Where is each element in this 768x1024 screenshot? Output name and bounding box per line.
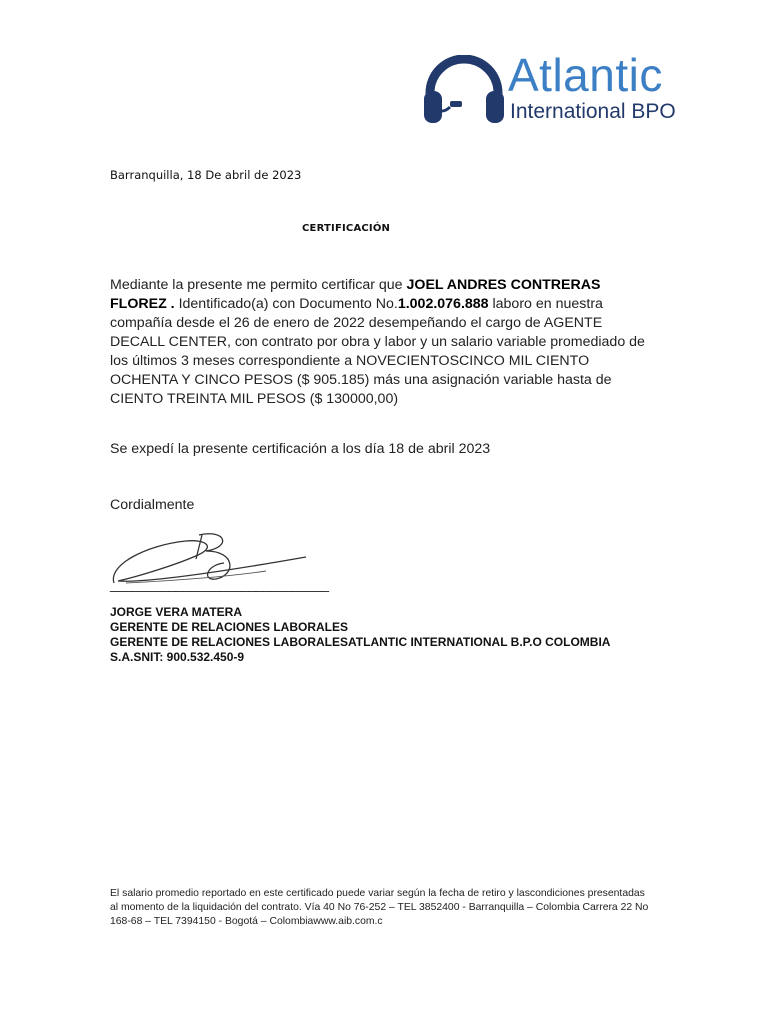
logo-word-atlantic: Atlantic	[508, 49, 663, 101]
headset-icon	[424, 55, 504, 130]
logo-word-international: International BPO	[510, 100, 676, 123]
body-text-1: Mediante la presente me permito certificar que	[110, 277, 407, 293]
closing-text: Cordialmente	[110, 497, 195, 513]
signer-nit: S.A.SNIT: 900.532.450-9	[110, 650, 245, 664]
signer-role: GERENTE DE RELACIONES LABORALES	[110, 620, 349, 634]
document-number: 1.002.076.888	[397, 296, 489, 312]
signer-name: JORGE VERA MATERA	[110, 605, 243, 619]
body-text-2: Identificado(a) con Documento No.	[174, 296, 398, 312]
issued-line: Se expedí la presente certificación a los día 18 de abril 2023	[110, 441, 491, 457]
body-text-3: laboro en nuestra compañía desde el 26 de enero de 2022 desempeñando el cargo de AGENTE DECALL CENTER, con contrato por obra y labor y un salario variable promediado de los últimos 3 meses correspondiente a NOVECIENTOSCINCO MIL CIENTO OCHENTA Y CINCO PESOS ($ 905.185) más una asignación variable hasta de CIENTO TREINTA MIL PESOS ($ 130000,00)	[110, 296, 645, 407]
signer-company: GERENTE DE RELACIONES LABORALESATLANTIC INTERNATIONAL B.P.O COLOMBIA	[110, 635, 611, 649]
certification-paragraph	[110, 276, 658, 409]
signature-line: ______________________________	[110, 576, 329, 592]
footer-note: El salario promedio reportado en este certificado puede variar según la fecha de retiro y lascondiciones presentadas al momento de la liquidación del contrato. Vía 40 No 76-252 – TEL 3852400 - Barranquilla – Colombia Carrera 22 No 168-68 – TEL 7394150 - Bogotá – Colombiawww.aib.com.c	[110, 888, 649, 927]
document-title: CERTIFICACIÓN	[302, 223, 391, 234]
date-line: Barranquilla, 18 De abril de 2023	[110, 168, 302, 182]
signer-block	[110, 605, 610, 665]
company-logo	[424, 49, 704, 130]
employee-name: JOEL ANDRES CONTRERAS FLOREZ .	[110, 277, 601, 312]
